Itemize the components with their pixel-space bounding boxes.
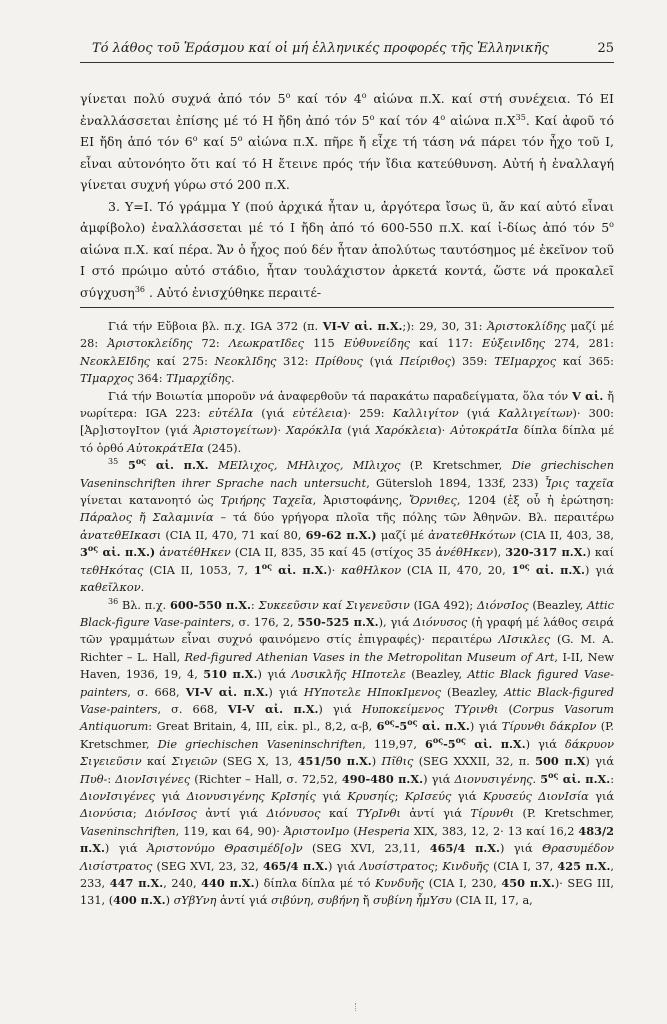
main-text (80, 88, 614, 303)
footnote-36: $^{36}$ Βλ. π.χ. 600-550 π.Χ.: Συκεεῦσιν καί Σιγενεῦσιν (IGA 492); ΔιόνσΙος (Beazley, Attic Black-figure Vase-painters, σ. 176, 2, 550-525 π.Χ.), γιά Διόνυσος (ἡ γραφή μέ λάθος σειρά τῶν γραμμάτων εἶναι συχνό φαινόμενο στίς ἐπιγραφές)· περαιτέρω ΛΙσικλες (G. M. A. Richter – L. Hall, Red-figured Athenian Vases in the Metropolitan Museum of Art, I-II, New Haven, 1936, 19, 4, 510 π.Χ.) γιά Λυσικλῆς ΗΙποτελε (Beazley, Attic Black figured Vase-painters, σ. 668, VI-V αἰ. π.Χ.) γιά ΗΥποτελε ΗΙποκΙμενος (Beazley, Attic Black-figured Vase-painters, σ. 668, VI-V αἰ. π.Χ.) γιά Ηυποκείμενος ΤΥρινθι (Corpus Vasorum Antiquorum: Great Britain, 4, III, εἰκ. pl., 8,2, α-β, $6^{o\varsigma}-5^{o\varsigma}$ αἰ. π.Χ.) γιά Τίρυνθι δάκρΙον (P. Kretschmer, Die griechischen Vaseninschriften, 119,97, $6^{o\varsigma}-5^{o\varsigma}$ αἰ. π.Χ.) γιά δάκρυον Σιγειεῦσιν καί Σιγειῶν (SEG X, 13, 451/50 π.Χ.) Πῖθις (SEG XXXII, 32, π. 500 π.Χ) γιά Πυθ-: ΔιονΙσιγένες (Richter – Hall, σ. 72,52, 490-480 π.Χ.) γιά Διονυσιγένης. $5^{o\varsigma}$ αἰ. π.Χ.: ΔιονΙσιγένες γιά Διονυσιγένης ΚρΙσηίς γιά Κρυσηίς; ΚρΙσεύς γιά Κρυσεύς ΔιονΙσία γιά Διονύσια; ΔιόνΙσος ἀντί γιά Διόνυσος καί ΤΥρΙνθι ἀντί γιά Τίρυνθι (P. Kretschmer, Vaseninschriften, 119, και 64, 90)· ἈριστονΙμο (Hesperia XIX, 383, 12, 2· 13 καί 16,2 483/2 π.Χ.) γιά Ἀριστονύμο Θρασιμέδ[ο]ν (SEG XVI, 23,11, 465/4 π.Χ.) γιά Θρασυμέδον Λισίστρατος (SEG XVI, 23, 32, 465/4 π.Χ.) γιά Λυσίστρατος; Κινδυῆς (CIA I, 37, 425 π.Χ., 233, 447 π.Χ., 240, 440 π.Χ.) δίπλα δίπλα μέ τό Κυνδυῆς (CIA I, 230, 450 π.Χ.)· SEG III, 131, (400 π.Χ.) σΥβΥνη ἀντί γιά σιβύνη, συβήνη ἤ συβίνη ἦμΥσυ (CIA II, 17, a, (80, 596, 615, 908)
running-header (80, 38, 614, 63)
running-title: Τό λάθος τοῦ Ἐράσμου καί οἱ μή ἑλληνικές προφορές τῆς Ἑλληνικῆς (92, 41, 549, 56)
footnote-number-36: 36 (108, 596, 119, 606)
footnote-continuation-2: Γιά τήν Βοιωτία μποροῦν νά ἀναφερθοῦν τά παρακάτω παραδείγματα, ὅλα τόν V αἰ. ἤ νωρίτερα: IGA 223: εὐτέλΙα (γιά εὐτέλεια)· 259: Καλλιγίτον (γιά Καλλιγείτων)· 300: [Ἀρ]ιστογΙτον (γιά Ἀριστογείτων)· ΧαρόκλΙα (γιά Χαρόκλεια)· ΑὐτοκράτΙα δίπλα δίπλα μέ τό ὀρθό ΑὐτοκράτΕΙα (245). (80, 388, 615, 455)
footnote-continuation-1: Γιά τήν Εὔβοια βλ. π.χ. IGA 372 (π. VI-V αἰ. π.Χ.;): 29, 30, 31: Ἀριστοκλίδης μαζί μέ 28: Ἀριστοκλείδης 72: ΛεωκρατΙδες 115 Εὐθυνείδης καί 117: ΕὐξεινΙδης 274, 281: ΝεοκλΕΙδης καί 275: ΝεοκλΙδης 312: Πρίθους (γιά Πείριθος) 359: ΤΕΙμαρχος καί 365: ΤΙμαρχος 364: ΤΙμαρχίδης. (80, 319, 614, 386)
paragraph-2: 3. Υ=Ι. Τό γράμμα Υ (πού ἀρχικά ἦταν u, ἀργότερα ἴσως ü, ἄν καί αὐτό εἶναι ἀμφίβολο) ἐναλλάσσεται μέ τό Ι ἤδη ἀπό τό 600-550 π.Χ. καί ἰ-δίως ἀπό τόν $5^o$ αἰώνα π.Χ. καί πέρα. Ἄν ὁ ἦχος πού δέν ἦταν ἀπολύτως ταυτόσημος μέ ἐκεῖνον τοῦ Ι στό πρώιμο αὐτό στάδιο, ἦταν τουλάχιστον ἀρκετά κοντά, ὥστε νά προκαλεῖ σύγχυση$^{36}$ . Αὐτό ἐνισχύθηκε περαιτέ- (80, 198, 614, 300)
footnote-35: $^{35}$ $5^{o\varsigma}$ αἰ. π.Χ. ΜΕΙλιχος, ΜΗλιχος, ΜΙλιχος (P. Kretschmer, Die griechischen Vaseninschriften ihrer Sprache nach untersucht, Gütersloh 1894, 133f, 233) Ἶρις ταχεῖα γίνεται κατανοητό ὡς Τριήρης Ταχεῖα, Ἀριστοφάνης, Ὄρνιθες, 1204 (ἐξ οὗ ἡ ἐρώτηση: Πάραλος ἤ Σαλαμινία – τά δύο γρήγορα πλοῖα τῆς πόλης τῶν Ἀθηνῶν. Βλ. περαιτέρω ἀνατεθΕΙκασι (CIA II, 470, 71 καί 80, 69-62 π.Χ.) μαζί μέ ἀνατεθΗκότων (CIA II, 403, 38, $3^{o\varsigma}$ αἰ. π.Χ.) ἀνατέθΗκεν (CIA II, 835, 35 καί 45 (στίχος 35 ἀνέθΗκεν), 320-317 π.Χ.) καί τεθΗκότας (CIA II, 1053, 7, $1^{o\varsigma}$ αἰ. π.Χ.)· καθΗλκον (CIA II, 470, 20, $1^{o\varsigma}$ αἰ. π.Χ.) γιά καθεῖλκον. (80, 456, 615, 595)
footnotes (80, 318, 614, 910)
footnote-ref-36: 36 (134, 284, 145, 294)
footnote-number-35: 35 (108, 457, 119, 467)
paragraph-1: γίνεται πολύ συχνά ἀπό τόν $5^o$ καί τόν $4^o$ αἰώνα π.Χ. καί στή συνέχεια. Τό ΕΙ ἐναλλάσσεται ἐπίσης μέ τό Η ἤδη ἀπό τόν $5^o$ καί τόν $4^o$ αἰώνα $\pi.X^{35}$. Καί ἀφοῦ τό ΕΙ ἤδη ἀπό τόν $6^o$ καί $5^o$ αἰώνα π.Χ. πῆρε ἤ εἶχε τή τάση νά πάρει τόν ἦχο τοῦ Ι, εἶναι αὐτονόητο ὅτι καί τό Η ἔτεινε πρός τήν ἴδια κατεύθυνση. Αὐτή ἡ ἐναλλαγή γίνεται συχνή γύρω στό 200 π.Χ. (80, 90, 614, 192)
footnote-ref-35: 35 (515, 112, 526, 122)
page-number: 25 (597, 41, 614, 56)
scan-mark (355, 1003, 360, 1011)
footnote-separator (80, 307, 614, 308)
